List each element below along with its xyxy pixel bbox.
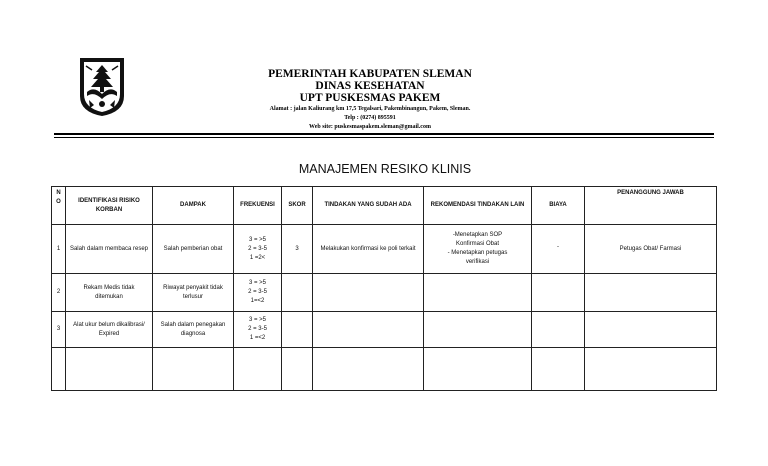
frekuensi-line: 2 = 3-5 bbox=[248, 245, 267, 252]
cell-skor: 3 bbox=[282, 225, 313, 274]
frekuensi-line: 3 = >5 bbox=[248, 236, 266, 243]
frekuensi-line: 2 = 3-5 bbox=[248, 326, 267, 332]
header-facility: UPT PUSKESMAS PAKEM bbox=[299, 92, 441, 104]
table-row-empty bbox=[52, 348, 717, 391]
cell-tindakan bbox=[313, 274, 424, 312]
letterhead-rule-thin bbox=[54, 137, 714, 138]
cell-dampak: Salah pemberian obat bbox=[153, 225, 234, 274]
cell-identifikasi: Salah dalam membaca resep bbox=[66, 225, 153, 274]
rekomendasi-line: - Menetapkan petugas bbox=[447, 250, 508, 256]
cell-empty bbox=[313, 348, 424, 391]
header-agency: DINAS KESEHATAN bbox=[315, 80, 425, 92]
cell-biaya bbox=[532, 225, 585, 274]
frekuensi-line: 1 =2< bbox=[249, 254, 266, 261]
header-penanggung-jawab: PENANGGUNG JAWAB bbox=[585, 187, 717, 225]
frekuensi-line: 1 =<2 bbox=[249, 335, 266, 341]
header-tindakan: TINDAKAN YANG SUDAH ADA bbox=[313, 187, 424, 225]
table-header-row bbox=[52, 187, 717, 225]
cell-empty bbox=[153, 348, 234, 391]
header-biaya: BIAYA bbox=[532, 187, 585, 225]
header-phone: Telp : (0274) 895591 bbox=[344, 115, 396, 121]
cell-rekomendasi bbox=[424, 312, 532, 348]
header-identifikasi: IDENTIFIKASI RISIKO KORBAN bbox=[66, 187, 153, 225]
cell-penanggung-jawab: Petugas Obat/ Farmasi bbox=[585, 225, 717, 274]
risk-table bbox=[51, 186, 717, 391]
cell-frekuensi bbox=[234, 225, 282, 274]
cell-empty bbox=[424, 348, 532, 391]
cell-no: 3 bbox=[52, 312, 66, 348]
frekuensi-line: 1=<2 bbox=[250, 298, 265, 304]
cell-penanggung-jawab bbox=[585, 274, 717, 312]
cell-dampak: Riwayat penyakit tidak terlusur bbox=[153, 274, 234, 312]
cell-empty bbox=[52, 348, 66, 391]
sleman-regency-emblem-icon bbox=[78, 56, 126, 118]
cell-tindakan: Melakukan konfirmasi ke poli terkait bbox=[313, 225, 424, 274]
cell-empty bbox=[66, 348, 153, 391]
cell-empty bbox=[282, 348, 313, 391]
biaya-value: - bbox=[557, 243, 559, 250]
header-website: Web site: puskesmaspakem.sleman@gmail.com bbox=[309, 124, 431, 130]
cell-biaya bbox=[532, 312, 585, 348]
header-frekuensi: FREKUENSI bbox=[234, 187, 282, 225]
cell-empty bbox=[532, 348, 585, 391]
frekuensi-line: 3 = >5 bbox=[248, 317, 266, 323]
cell-skor bbox=[282, 312, 313, 348]
table-row bbox=[52, 225, 717, 274]
cell-biaya bbox=[532, 274, 585, 312]
table-row bbox=[52, 312, 717, 348]
rekomendasi-line: verifikasi bbox=[465, 259, 490, 265]
header-rekomendasi: REKOMENDASI TINDAKAN LAIN bbox=[424, 187, 532, 225]
table-row bbox=[52, 274, 717, 312]
header-dampak: DAMPAK bbox=[153, 187, 234, 225]
cell-frekuensi bbox=[234, 274, 282, 312]
cell-rekomendasi bbox=[424, 225, 532, 274]
cell-tindakan bbox=[313, 312, 424, 348]
cell-no: 1 bbox=[52, 225, 66, 274]
cell-skor bbox=[282, 274, 313, 312]
frekuensi-line: 2 = 3-5 bbox=[248, 289, 267, 295]
cell-dampak: Salah dalam penegakan diagnosa bbox=[153, 312, 234, 348]
cell-identifikasi: Rekam Medis tidak ditemukan bbox=[66, 274, 153, 312]
rekomendasi-line: Konfirmasi Obat bbox=[455, 241, 500, 247]
header-no: N O bbox=[52, 187, 66, 225]
header-skor: SKOR bbox=[282, 187, 313, 225]
document-title: MANAJEMEN RESIKO KLINIS bbox=[298, 162, 472, 176]
rekomendasi-line: -Menetapkan SOP bbox=[452, 232, 503, 238]
cell-empty bbox=[585, 348, 717, 391]
cell-frekuensi bbox=[234, 312, 282, 348]
cell-penanggung-jawab bbox=[585, 312, 717, 348]
cell-rekomendasi bbox=[424, 274, 532, 312]
header-government: PEMERINTAH KABUPATEN SLEMAN bbox=[268, 68, 472, 80]
cell-identifikasi: Alat ukur belum dikalibrasi/ Expired bbox=[66, 312, 153, 348]
frekuensi-line: 3 = >5 bbox=[248, 280, 266, 286]
letterhead-rule-thick bbox=[54, 133, 714, 135]
header-address: Alamat : jalan Kaliurang km 17,5 Tegalsari, Pakembinangun, Pakem, Sleman. bbox=[269, 106, 471, 112]
cell-no: 2 bbox=[52, 274, 66, 312]
cell-empty bbox=[234, 348, 282, 391]
